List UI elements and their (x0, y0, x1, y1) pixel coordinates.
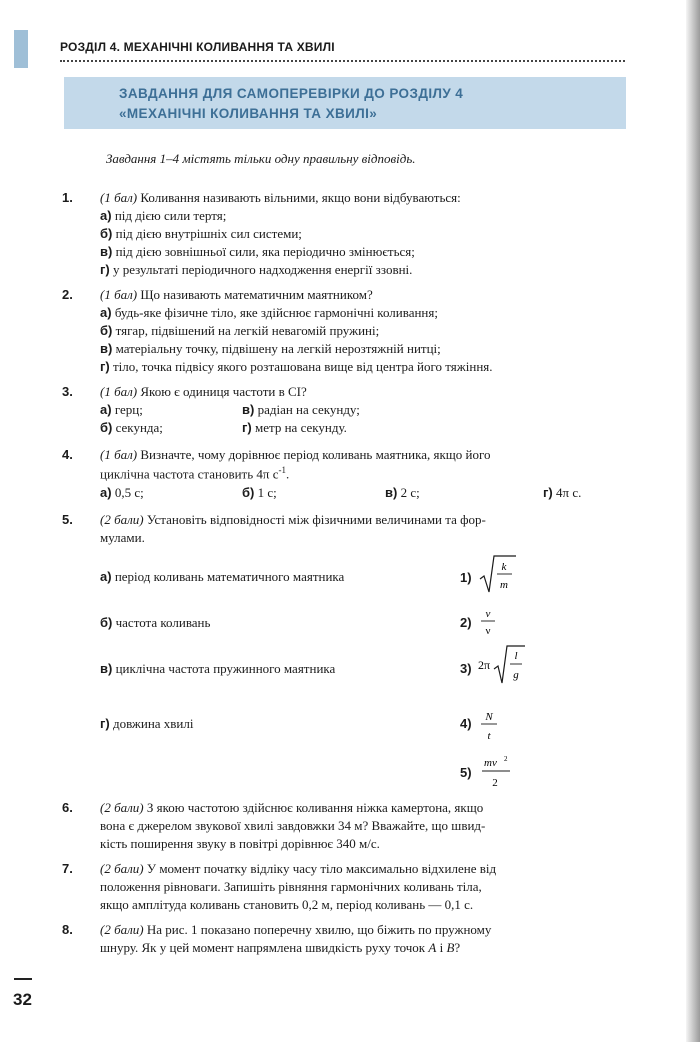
title-box (64, 77, 626, 129)
q5-number: 5. (62, 512, 73, 527)
q1-option-v (100, 244, 415, 260)
option-text: 1 с; (254, 485, 277, 500)
q2-number: 2. (62, 287, 73, 302)
page-number: 32 (13, 990, 32, 1009)
option-text: період коливань математичного маятника (111, 569, 345, 584)
option-letter: г) (543, 485, 553, 500)
q3-number: 3. (62, 384, 73, 399)
formula-4-numerator: N (485, 711, 493, 723)
formula-2-numerator: v (485, 608, 491, 620)
option-text: довжина хвилі (109, 716, 194, 731)
option-text: циклічна частота пружинного маятника (112, 661, 336, 676)
option-letter: в) (100, 244, 113, 259)
formula-2-denominator: ν (485, 625, 491, 637)
option-letter: г) (242, 420, 252, 435)
title-line-2: «МЕХАНІЧНІ КОЛИВАННЯ ТА ХВИЛІ» (119, 106, 378, 121)
q3-option-v (242, 402, 360, 418)
q5-text: Установіть відповідності між фізичними величинами та фор- (143, 512, 486, 527)
q3-stem (100, 384, 307, 400)
formula-2-number: 2) (460, 615, 472, 630)
q2-points: (1 бал) (100, 287, 138, 302)
q8-number: 8. (62, 922, 73, 937)
q5-points: (2 бали) (100, 512, 144, 527)
formula-1-numerator: k (501, 561, 507, 573)
q8-line-1 (100, 922, 491, 938)
q1-number: 1. (62, 190, 73, 205)
option-letter: а) (100, 485, 112, 500)
option-text: у результаті періодичного надходження енергії ззовні. (109, 262, 413, 277)
option-text: герц; (111, 402, 143, 417)
q6-line-2: вона є джерелом звукової хвилі завдовжки 34 м? Вважайте, що швид- (100, 818, 486, 833)
formula-3-denominator: g (513, 669, 519, 681)
q1-option-a (100, 208, 226, 224)
q5-stem (100, 512, 486, 528)
option-text: частота коливань (112, 615, 211, 630)
q4-stem-line-2 (100, 465, 289, 482)
formula-1-number: 1) (460, 570, 472, 585)
q4-period: . (286, 466, 290, 482)
q3-option-a (100, 402, 143, 418)
q4-number: 4. (62, 447, 73, 462)
formula-2 (478, 605, 502, 639)
formula-3 (478, 642, 526, 688)
header-divider (60, 60, 625, 62)
q2-option-b (100, 323, 379, 339)
q6-line-1 (100, 800, 483, 816)
option-letter: б) (100, 323, 113, 338)
q4-option-v (385, 485, 420, 501)
option-letter: в) (100, 341, 113, 356)
q5-left-a (100, 569, 344, 585)
q8-conjunction: і (436, 940, 447, 955)
q4-option-a (100, 485, 144, 501)
q6-line-3: кість поширення звуку в повітрі дорівнює 340 м/с. (100, 836, 380, 851)
option-letter: в) (385, 485, 398, 500)
q4-text-2: циклічна частота становить 4π с (100, 466, 279, 482)
q4-option-b (242, 485, 277, 501)
option-text: тягар, підвішений на легкій невагомій пружині; (112, 323, 380, 338)
q2-option-a (100, 305, 438, 321)
formula-5-denominator: 2 (492, 777, 498, 789)
option-text: тіло, точка підвісу якого розташована вище від центра його тяжіння. (109, 359, 493, 374)
point-a-label: A (428, 940, 437, 955)
formula-1-denominator: m (500, 579, 508, 591)
option-text: під дією зовнішньої сили, яка періодично змінюється; (112, 244, 415, 259)
q8-text-2: шнуру. Як у цей момент напрямлена швидкість руху точок (100, 940, 429, 955)
option-letter: а) (100, 402, 112, 417)
q4-stem (100, 447, 491, 463)
option-letter: а) (100, 569, 112, 584)
q5-stem-line-2: мулами. (100, 530, 145, 545)
q3-points: (1 бал) (100, 384, 138, 399)
option-text: матеріальну точку, підвішену на легкій нерозтяжній нитці; (112, 341, 441, 356)
formula-3-coefficient: 2π (478, 658, 491, 672)
option-text: під дією внутрішніх сил системи; (112, 226, 302, 241)
option-letter: в) (100, 661, 113, 676)
page-edge-shadow (686, 0, 700, 1042)
formula-1 (478, 552, 518, 596)
q4-option-g (543, 485, 581, 501)
page-number-mark (14, 978, 32, 980)
q8-text-1: На рис. 1 показано поперечну хвилю, що біжить по пружному (143, 922, 492, 937)
formula-5-exponent: 2 (504, 755, 508, 763)
option-letter: г) (100, 262, 110, 277)
q1-points: (1 бал) (100, 190, 138, 205)
q7-text-1: У момент початку відліку часу тіло максимально відхилене від (143, 861, 497, 876)
formula-4-number: 4) (460, 716, 472, 731)
q2-option-v (100, 341, 441, 357)
option-letter: г) (100, 716, 110, 731)
formula-3-numerator: l (514, 650, 518, 662)
q7-line-3: якщо амплітуда коливань становить 0,2 м, період коливань — 0,1 с. (100, 897, 474, 912)
section-header: РОЗДІЛ 4. МЕХАНІЧНІ КОЛИВАННЯ ТА ХВИЛІ (60, 40, 335, 54)
formula-4 (478, 708, 504, 744)
q1-text: Коливання називають вільними, якщо вони відбуваються: (137, 190, 461, 205)
q4-text: Визначте, чому дорівнює період коливань маятника, якщо його (137, 447, 491, 462)
title-line-1: ЗАВДАННЯ ДЛЯ САМОПЕРЕВІРКИ ДО РОЗДІЛУ 4 (119, 86, 464, 101)
option-text: під дією сили тертя; (111, 208, 227, 223)
option-text: будь-яке фізичне тіло, яке здійснює гармонічні коливання; (111, 305, 438, 320)
option-text: 2 с; (397, 485, 420, 500)
q3-option-g (242, 420, 347, 436)
option-text: 4π с. (552, 485, 582, 500)
q6-number: 6. (62, 800, 73, 815)
instruction-text: Завдання 1–4 містять тільки одну правильну відповідь. (106, 151, 416, 166)
q5-left-g (100, 716, 194, 732)
point-b-label: B (446, 940, 455, 955)
q7-line-2: положення рівноваги. Запишіть рівняння гармонічних коливань тіла, (100, 879, 482, 894)
formula-3-number: 3) (460, 661, 472, 676)
q5-left-b (100, 615, 210, 631)
q5-left-v (100, 661, 335, 677)
q1-option-b (100, 226, 302, 242)
q3-text: Якою є одиниця частоти в СІ? (137, 384, 307, 399)
q4-exponent: -1 (278, 465, 286, 475)
option-letter: б) (100, 615, 113, 630)
option-text: секунда; (112, 420, 163, 435)
option-text: 0,5 с; (111, 485, 144, 500)
q1-option-g (100, 262, 412, 278)
q6-points: (2 бали) (100, 800, 144, 815)
option-text: радіан на секунду; (254, 402, 360, 417)
q7-line-1 (100, 861, 496, 877)
q3-option-b (100, 420, 163, 436)
option-letter: а) (100, 305, 112, 320)
formula-5 (480, 753, 516, 791)
option-letter: а) (100, 208, 112, 223)
q1-stem (100, 190, 461, 206)
option-text: метр на секунду. (251, 420, 347, 435)
formula-4-denominator: t (487, 730, 491, 742)
q8-line-2 (100, 940, 460, 956)
option-letter: б) (100, 420, 113, 435)
q2-text: Що називають математичним маятником? (137, 287, 373, 302)
q7-number: 7. (62, 861, 73, 876)
option-letter: в) (242, 402, 255, 417)
q7-points: (2 бали) (100, 861, 144, 876)
q8-points: (2 бали) (100, 922, 144, 937)
q2-stem (100, 287, 373, 303)
q2-option-g (100, 359, 493, 375)
q4-points: (1 бал) (100, 447, 138, 462)
section-color-bar (14, 30, 28, 68)
option-letter: б) (242, 485, 255, 500)
option-letter: г) (100, 359, 110, 374)
q8-question-mark: ? (454, 940, 461, 955)
option-letter: б) (100, 226, 113, 241)
formula-5-number: 5) (460, 765, 472, 780)
formula-5-numerator: mv (484, 757, 497, 769)
q6-text-1: З якою частотою здійснює коливання ніжка камертона, якщо (143, 800, 484, 815)
